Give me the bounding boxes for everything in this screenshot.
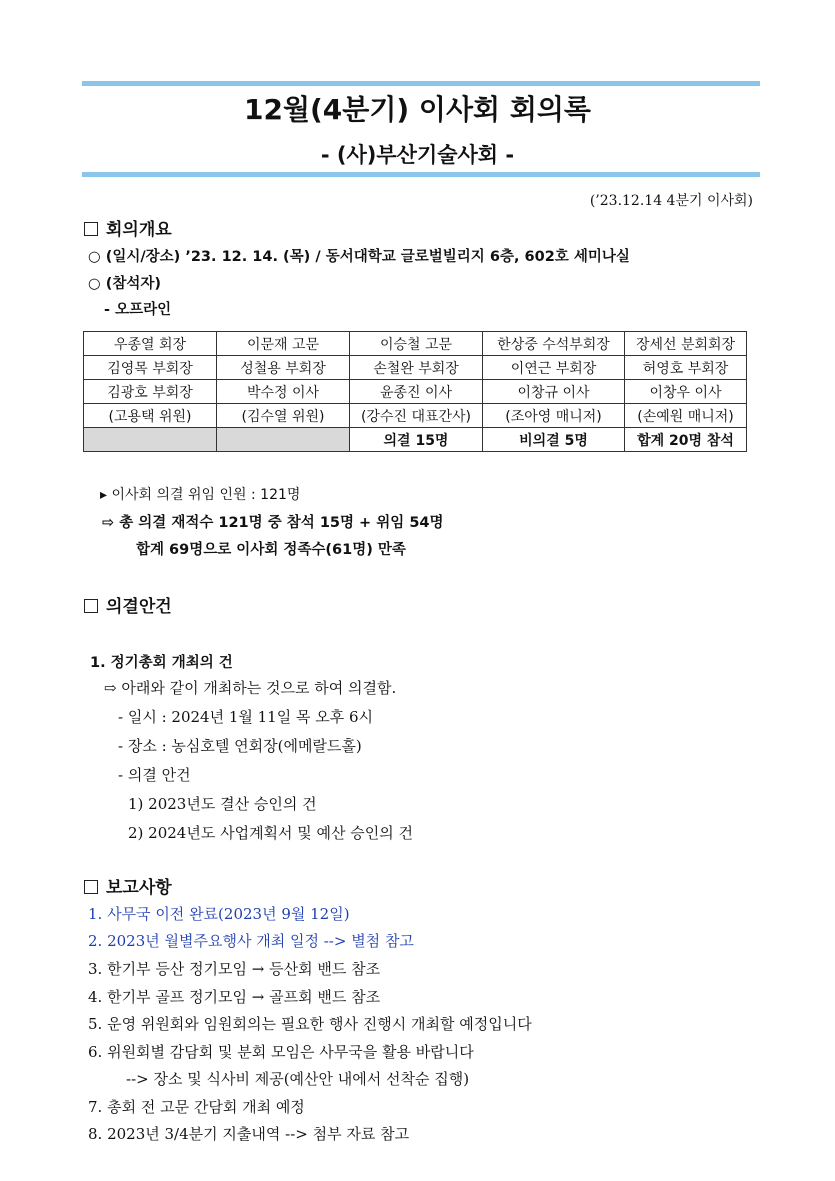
resolution-line: - 일시 : 2024년 1월 11일 목 오후 6시 <box>118 708 374 726</box>
attendee-cell: 김영목 부회장 <box>84 356 217 380</box>
date-note: (’23.12.14 4분기 이사회) <box>589 193 753 209</box>
table-row <box>84 404 747 428</box>
attendee-cell: 이문재 고문 <box>217 332 350 356</box>
checkbox-square-icon <box>84 599 98 613</box>
summary-row <box>84 428 747 452</box>
total-count-cell: 합계 20명 참석 <box>625 428 747 452</box>
report-item: 8. 2023년 3/4분기 지출내역 --> 첨부 자료 참고 <box>88 1125 410 1143</box>
report-item: 3. 한기부 등산 정기모임 → 등산회 밴드 참조 <box>88 960 381 978</box>
top-rule <box>82 81 760 86</box>
resolution-line: 1) 2023년도 결산 승인의 건 <box>128 795 317 813</box>
table-row <box>84 380 747 404</box>
checkbox-square-icon <box>84 222 98 236</box>
resolution-line: 2) 2024년도 사업계획서 및 예산 승인의 건 <box>128 824 414 842</box>
empty-cell <box>217 428 350 452</box>
report-item: 5. 운영 위원회와 임원회의는 필요한 행사 진행시 개최할 예정입니다 <box>88 1015 532 1033</box>
page-subtitle: - (사)부산기술사회 - <box>320 143 515 167</box>
resolution-line: - 의결 안건 <box>118 766 191 784</box>
meeting-datetime-place: ○ (일시/장소) ’23. 12. 14. (목) / 동서대학교 글로벌빌리지 6층, 602호 세미나실 <box>88 249 630 265</box>
resolution-item-title: 1. 정기총회 개최의 건 <box>90 655 233 671</box>
quorum-line-1: ⇨ 총 의결 재적수 121명 중 참석 15명 + 위임 54명 <box>102 515 444 531</box>
attendee-cell: 김광호 부회장 <box>84 380 217 404</box>
attendees-label: ○ (참석자) <box>88 276 161 292</box>
report-item: 2. 2023년 월별주요행사 개최 일정 --> 별첨 참고 <box>88 932 414 950</box>
attendee-cell: 한상중 수석부회장 <box>483 332 625 356</box>
section-reports-heading: 보고사항 <box>84 873 172 898</box>
attendee-cell: (고용택 위원) <box>84 404 217 428</box>
nonvoting-count-cell: 비의결 5명 <box>483 428 625 452</box>
attendee-cell: 이창규 이사 <box>483 380 625 404</box>
checkbox-square-icon <box>84 880 98 894</box>
report-item-sub: --> 장소 및 식사비 제공(예산안 내에서 선착순 집행) <box>126 1070 470 1088</box>
delegate-note: ▸ 이사회 의결 위임 인원 : 121명 <box>100 487 301 503</box>
voting-count-cell: 의결 15명 <box>350 428 483 452</box>
report-item: 7. 총회 전 고문 간담회 개최 예정 <box>88 1098 305 1116</box>
table-row <box>84 332 747 356</box>
attendee-cell: (조아영 매니저) <box>483 404 625 428</box>
attendee-cell: (손예원 매니저) <box>625 404 747 428</box>
resolution-line: ⇨ 아래와 같이 개최하는 것으로 하여 의결함. <box>104 679 397 697</box>
attendee-table <box>83 331 747 452</box>
attendee-cell: (김수열 위원) <box>217 404 350 428</box>
attendee-cell: 이창우 이사 <box>625 380 747 404</box>
page-title: 12월(4분기) 이사회 회의록 <box>244 93 591 126</box>
resolution-line: - 장소 : 농심호텔 연회장(에메랄드홀) <box>118 737 362 755</box>
offline-label: - 오프라인 <box>104 302 172 318</box>
empty-cell <box>84 428 217 452</box>
quorum-line-2: 합계 69명으로 이사회 정족수(61명) 만족 <box>136 542 406 558</box>
attendee-cell: (강수진 대표간사) <box>350 404 483 428</box>
report-item: 4. 한기부 골프 정기모임 → 골프회 밴드 참조 <box>88 988 381 1006</box>
attendee-cell: 우종열 회장 <box>84 332 217 356</box>
table-row <box>84 356 747 380</box>
attendee-cell: 손철완 부회장 <box>350 356 483 380</box>
bottom-rule <box>82 172 760 177</box>
attendee-cell: 이연근 부회장 <box>483 356 625 380</box>
section-resolutions-heading: 의결안건 <box>84 592 172 617</box>
attendee-cell: 장세선 분회회장 <box>625 332 747 356</box>
attendee-cell: 윤종진 이사 <box>350 380 483 404</box>
report-item: 1. 사무국 이전 완료(2023년 9월 12일) <box>88 905 350 923</box>
attendee-cell: 성철용 부회장 <box>217 356 350 380</box>
attendee-cell: 허영호 부회장 <box>625 356 747 380</box>
attendee-cell: 이승철 고문 <box>350 332 483 356</box>
section-overview-heading: 회의개요 <box>84 215 172 240</box>
attendee-cell: 박수정 이사 <box>217 380 350 404</box>
report-item: 6. 위원회별 감담회 및 분회 모임은 사무국을 활용 바랍니다 <box>88 1043 474 1061</box>
